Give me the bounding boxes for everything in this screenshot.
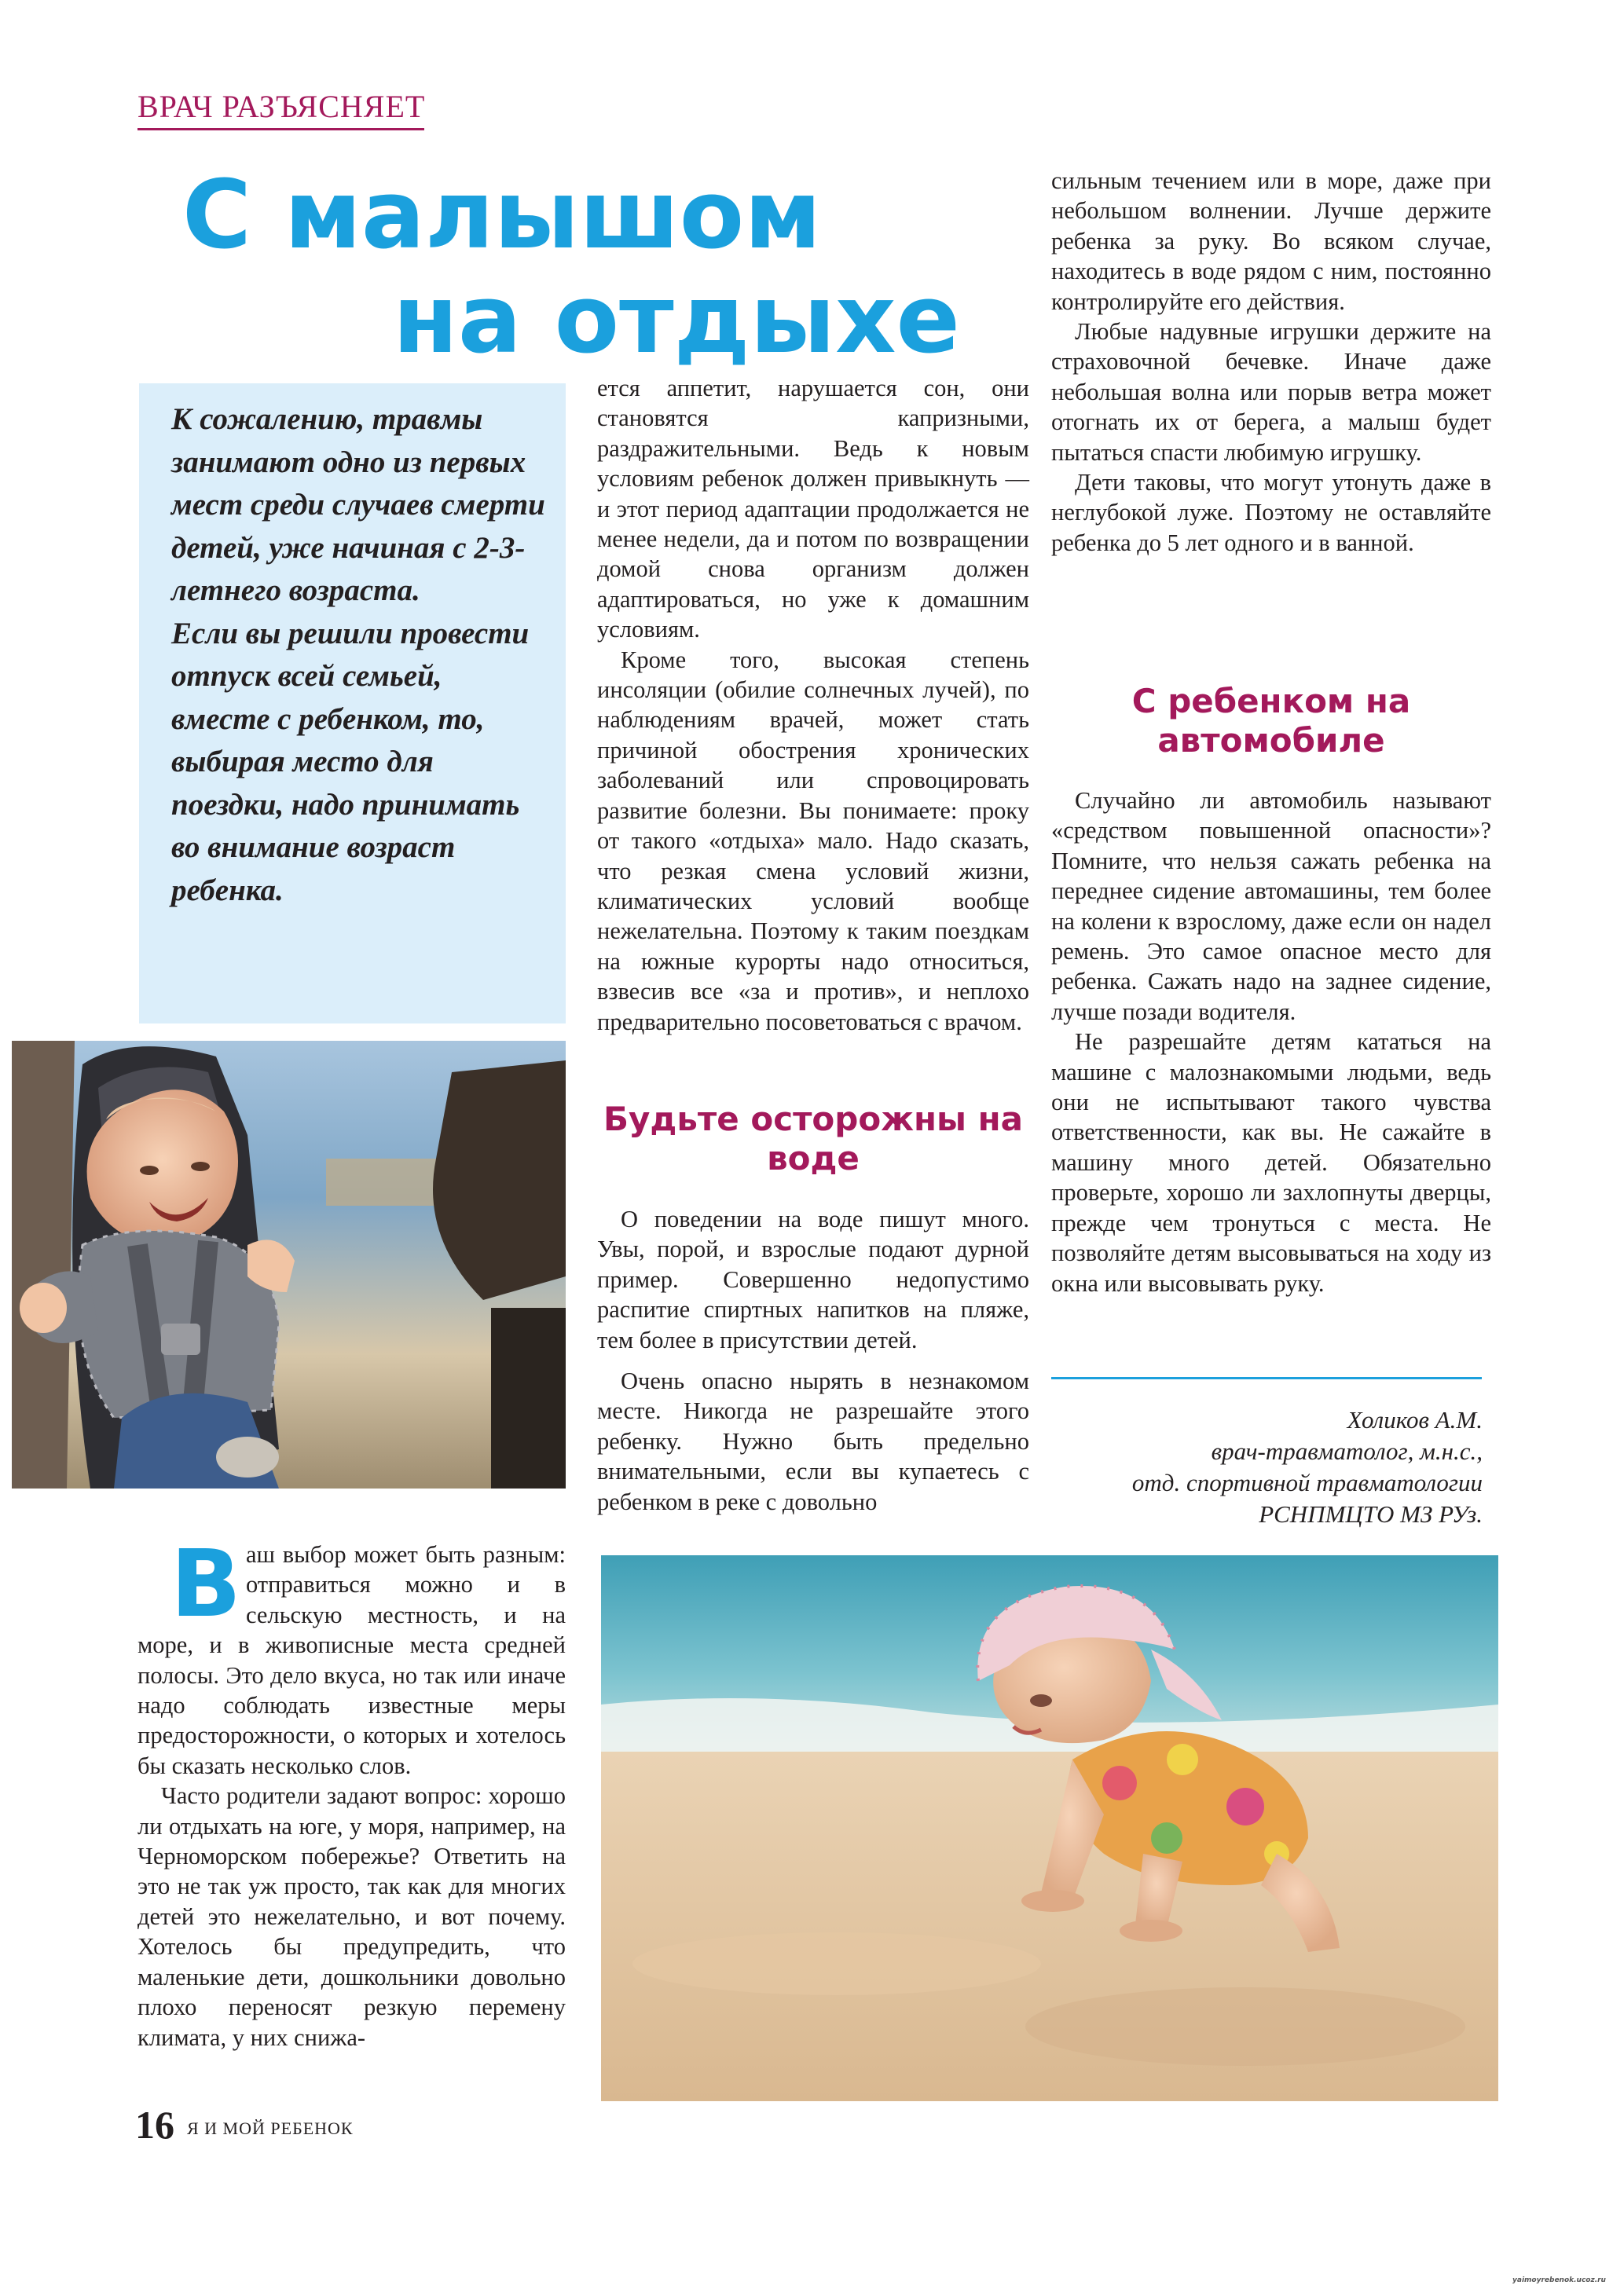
site-watermark: yaimoyrebenok.ucoz.ru (1512, 2276, 1606, 2284)
article-column-c-lower (1051, 785, 1491, 1298)
article-column-a (137, 1529, 566, 2052)
article-column-b (597, 373, 1029, 1037)
paragraph-b4: Очень опасно нырять в незнакомом месте. Никогда не разрешайте этого ребенку. Нужно быть предельно внимательными, если вы купаетесь с ребенком в реке с довольно (597, 1368, 1029, 1515)
paragraph-c2: Любые надувные игрушки держите на страховочной бечевке. Иначе даже небольшая волна или порыв ветра может отогнать их от берега, а малыш будет пытаться спасти любимую игрушку. (1051, 318, 1491, 466)
paragraph-c1: сильным течением или в море, даже при небольшом волнении. Лучше держите ребенка за руку. Во всяком случае, находитесь в воде рядом с ним, постоянно контролируйте его действия. (1051, 167, 1491, 315)
paragraph-c3: Дети таковы, что могут утонуть даже в неглубокой луже. Поэтому не оставляйте ребенка до 5 лет одного и в ванной. (1051, 469, 1491, 556)
paragraph-c5: Не разрешайте детям кататься на машине с малознакомыми людьми, ведь они не испытывают такого чувства ответственности, как вы. Не сажайте в машину много детей. Обязательно проверьте, хорошо ли захлопнуты дверцы, прежде чем тронуться с места. Не позволяйте детям высовываться на ходу из окна или высовывать руку. (1051, 1028, 1491, 1297)
lead-paragraph-2: Если вы решили провести отпуск всей семьей, вместе с ребенком, то, выбирая место для поездки, надо принимать во внимание возраст ребенка. (171, 616, 530, 907)
paragraph-a2: Часто родители задают вопрос: хорошо ли отдыхать на юге, у моря, например, на Черноморском побережье? Ответить на это не так уж просто, так как для многих детей это нежелательно, и вот почему. Хотелось бы предупредить, что маленькие дети, дошкольники довольно плохо переносят резкую перемену климата, у них снижа- (137, 1782, 566, 2051)
author-position: врач-травматолог, м.н.с., (1211, 1437, 1483, 1465)
magazine-name: Я И МОЙ РЕБЕНОК (187, 2118, 354, 2138)
article-column-c (1051, 166, 1491, 558)
paragraph-c4: Случайно ли автомобиль называют «средством повышенной опасности»? Помните, что нельзя сажать ребенка на переднее сидение автомашины, тем более на колени к взрослому, даже если он надел ремень. Это самое опасное место для ребенка. Сажать надо на заднее сидение, лучше позади водителя. (1051, 787, 1491, 1025)
rubric-underline (137, 128, 424, 130)
paragraph-intro (137, 1529, 566, 1781)
paragraph-intro-text: аш выбор может быть разным: отправиться можно и в сельскую местность, и на море, и в живописные места средней полосы. Это дело вкуса, но так или иначе надо соблюдать известные меры предосторожности, о которых и хотелось бы сказать несколько слов. (137, 1541, 566, 1779)
author-signature (1132, 1404, 1483, 1530)
page-number: 16 (135, 2103, 174, 2147)
author-department: отд. спортивной травматологии (1131, 1469, 1483, 1496)
signature-divider (1051, 1377, 1482, 1379)
article-title-line2: на отдыхе (393, 265, 960, 375)
lead-paragraph-1: К сожалению, травмы занимают одно из первых мест среди случаев смерти детей, уже начиная с 2-3-летнего возраста. (171, 402, 545, 607)
author-institution: РСНПМЦТО МЗ РУз. (1259, 1500, 1483, 1528)
lead-text (171, 398, 547, 912)
paragraph-b3: О поведении на воде пишут много. Увы, порой, и взрослые подают дурной пример. Совершенно недопустимо распитие спиртных напитков на пляже, тем более в присутствии детей. (597, 1206, 1029, 1353)
subhead-water: Будьте осторожны на воде (603, 1100, 1023, 1177)
paragraph-b1: ется аппетит, нарушается сон, они становятся капризными, раздражительными. Ведь к новым условиям ребенок должен привыкнуть — и этот период адаптации продолжается не менее недели, да и потом по возвращении домой снова организм должен адаптироваться, но уже к домашним условиям. (597, 375, 1029, 643)
author-name: Холиков А.М. (1347, 1406, 1483, 1434)
subhead-car: С ребенком на автомобиле (1131, 682, 1411, 760)
drop-cap: В (170, 1529, 241, 1638)
paragraph-b2: Кроме того, высокая степень инсоляции (обилие солнечных лучей), по наблюдениям врачей, может стать причиной обострения хронических заболеваний или спровоцировать развитие болезни. Вы понимаете: проку от такого «отдыха» мало. Надо сказать, что резкая смена условий жизни, климатических условий вообще нежелательна. Поэтому к таким поездкам на южные курорты надо относиться, взвесив все «за и против», и неплохо предварительно посоветоваться с врачом. (597, 646, 1029, 1035)
article-column-b-lower (597, 1204, 1029, 1517)
section-rubric: ВРАЧ РАЗЪЯСНЯЕТ (137, 89, 426, 124)
photo-toddler-beach (601, 1555, 1498, 2101)
article-title-line1: С малышом (182, 161, 822, 270)
photo-baby-car-seat (12, 1041, 566, 1489)
